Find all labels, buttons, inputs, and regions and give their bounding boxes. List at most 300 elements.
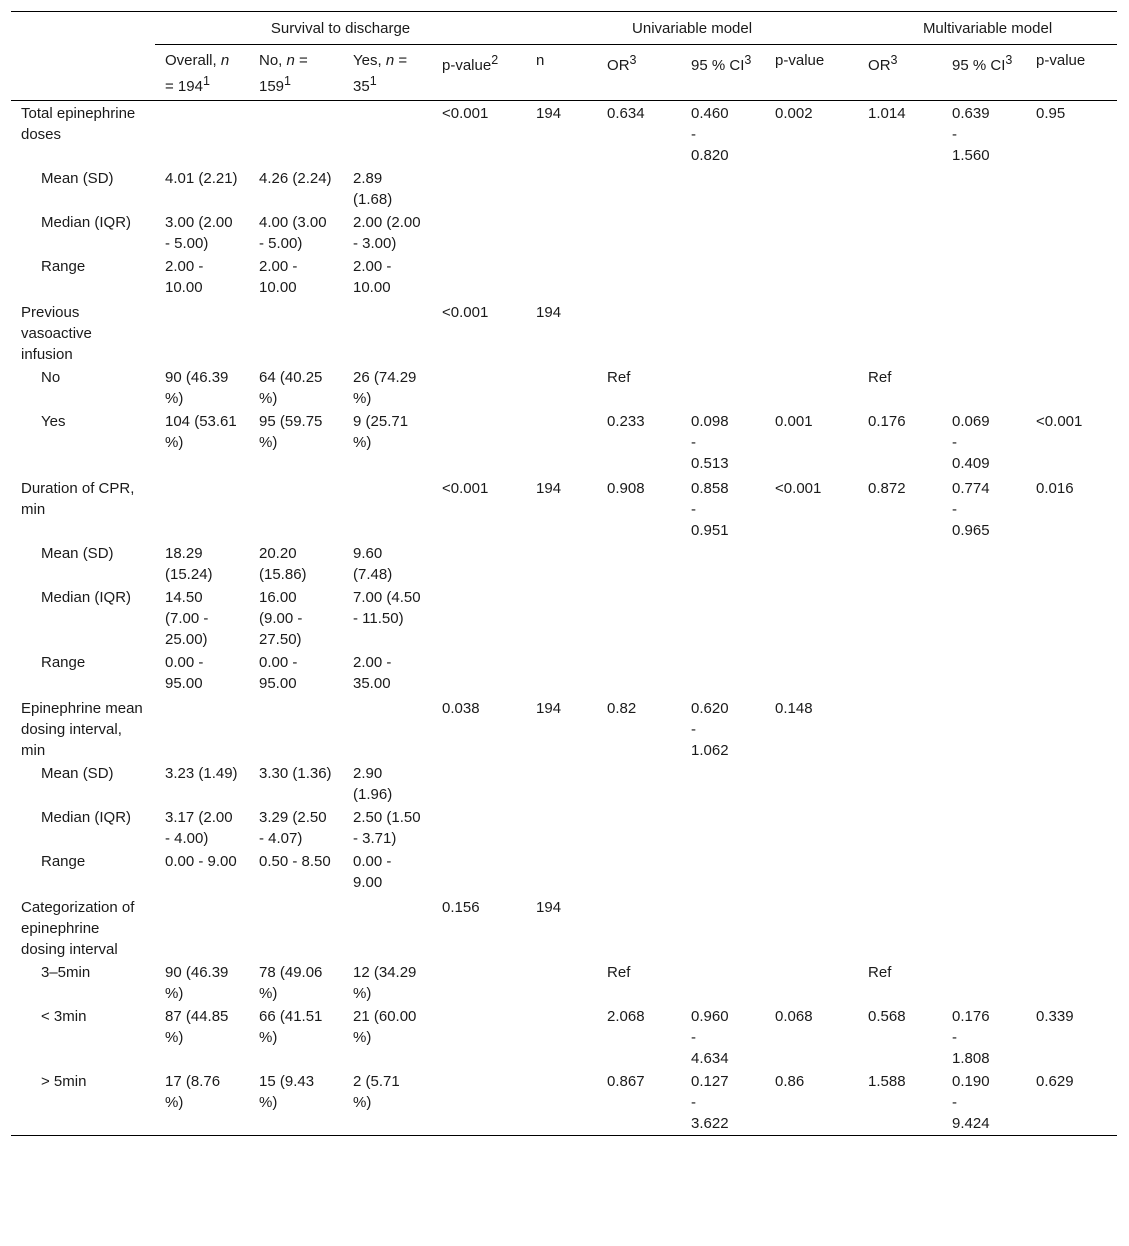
cell-yes: 2.00 - 35.00 [353, 654, 392, 692]
cell-p [432, 806, 526, 850]
cell-p [432, 366, 526, 410]
cell-p [432, 961, 526, 1005]
ci-part: 0.069 [952, 413, 990, 430]
cell-overall: 17 (8.76 %) [165, 1073, 221, 1111]
cell-overall: 87 (44.85 %) [165, 1008, 229, 1046]
header-group-multivariable: Multivariable model [858, 12, 1117, 45]
cell-ci-u [681, 542, 765, 586]
cell-or-u [597, 850, 681, 894]
cell-n [526, 167, 597, 211]
row-label: Yes [41, 413, 66, 430]
cell-or-u [597, 651, 681, 695]
table-row [11, 101, 1117, 168]
header-group-row [11, 12, 1117, 45]
row-label: Mean (SD) [41, 765, 114, 782]
cell-n [526, 651, 597, 695]
row-label: Mean (SD) [41, 545, 114, 562]
cell-or-u [597, 167, 681, 211]
ci-part: 0.820 [691, 147, 729, 164]
header-yes: Yes, $n = 35^1$ [343, 45, 432, 101]
cell-ci-u [681, 299, 765, 366]
cell-or-m [858, 586, 942, 651]
cell-or-u [597, 806, 681, 850]
cell-or-u: Ref [607, 369, 631, 386]
cell-n [526, 961, 597, 1005]
cell-or-m [858, 211, 942, 255]
table-row [11, 850, 1117, 894]
cell-ci-m [942, 299, 1026, 366]
cell-or-m [858, 542, 942, 586]
cell-p-m [1026, 586, 1117, 651]
row-label: Median (IQR) [41, 589, 132, 606]
cell-ci-m [942, 695, 1026, 762]
table-row [11, 806, 1117, 850]
ci-part: 0.513 [691, 455, 729, 472]
cell-or-m [858, 299, 942, 366]
cell-p-u [765, 255, 858, 299]
cell-ci-u [681, 806, 765, 850]
cell-ci-u [681, 762, 765, 806]
cell-overall: 2.00 - 10.00 [165, 258, 204, 296]
cell-n: 194 [536, 700, 562, 717]
cell-yes [343, 101, 432, 168]
cell-p-u: 0.001 [775, 413, 813, 430]
cell-p-m: 0.629 [1036, 1073, 1074, 1090]
cell-yes: 2 (5.71 %) [353, 1073, 400, 1111]
cell-p-m [1026, 961, 1117, 1005]
cell-or-u: Ref [607, 964, 631, 981]
cell-or-u [597, 894, 681, 961]
cell-p [432, 651, 526, 695]
cell-n: 194 [536, 105, 562, 122]
cell-p-m [1026, 806, 1117, 850]
cell-ci-u [681, 961, 765, 1005]
cell-p-u [765, 850, 858, 894]
cell-no: 64 (40.25 %) [259, 369, 323, 407]
cell-n [526, 586, 597, 651]
cell-overall [155, 101, 249, 168]
cell-p-u [765, 894, 858, 961]
cell-or-u [597, 542, 681, 586]
cell-or-m [858, 167, 942, 211]
row-label: No [41, 369, 61, 386]
cell-overall [155, 475, 249, 542]
header-column-row [11, 45, 1117, 101]
cell-no [249, 695, 343, 762]
cell-n: 194 [536, 899, 562, 916]
table-row [11, 651, 1117, 695]
row-label: Mean (SD) [41, 170, 114, 187]
ci-part: - [952, 434, 958, 451]
cell-p-m [1026, 542, 1117, 586]
cell-p: <0.001 [442, 304, 489, 321]
cell-p-u: 0.148 [775, 700, 813, 717]
row-label: > 5min [41, 1073, 87, 1090]
cell-p [432, 542, 526, 586]
row-label: 3–5min [41, 964, 91, 981]
cell-p-m [1026, 894, 1117, 961]
cell-ci-m [942, 475, 1026, 542]
ci-part: 0.960 [691, 1008, 729, 1025]
cell-no: 15 (9.43 %) [259, 1073, 315, 1111]
cell-overall: 0.00 - 9.00 [165, 853, 237, 870]
cell-p [432, 762, 526, 806]
cell-p-u: 0.86 [775, 1073, 805, 1090]
cell-or-u: 2.068 [607, 1008, 645, 1025]
cell-overall: 104 (53.61 %) [165, 413, 237, 451]
row-label: Median (IQR) [41, 809, 132, 826]
cell-no: 2.00 - 10.00 [259, 258, 298, 296]
cell-ci-u [681, 101, 765, 168]
cell-ci-m [942, 586, 1026, 651]
cell-yes: 2.00 - 10.00 [353, 258, 392, 296]
cell-yes: 2.00 (2.00 - 3.00) [353, 214, 421, 252]
cell-p-m [1026, 695, 1117, 762]
cell-ci-u [681, 410, 765, 475]
cell-or-m [858, 894, 942, 961]
cell-p-u [765, 167, 858, 211]
cell-p-u [765, 961, 858, 1005]
cell-overall: 0.00 - 95.00 [165, 654, 204, 692]
cell-p-u: 0.068 [775, 1008, 813, 1025]
header-label-col [11, 45, 155, 101]
cell-ci-u [681, 211, 765, 255]
cell-overall [155, 695, 249, 762]
cell-no: 95 (59.75 %) [259, 413, 323, 451]
table-body [11, 101, 1117, 1136]
cell-overall: 90 (46.39 %) [165, 964, 229, 1002]
row-label: Range [41, 654, 86, 671]
cell-n [526, 1005, 597, 1070]
cell-or-u [597, 299, 681, 366]
cell-p-u: 0.002 [775, 105, 813, 122]
header-n: n [526, 45, 597, 101]
cell-p: <0.001 [442, 105, 489, 122]
header-group-univariable: Univariable model [526, 12, 858, 45]
cell-ci-m [942, 806, 1026, 850]
cell-p-u [765, 211, 858, 255]
cell-ci-m [942, 961, 1026, 1005]
cell-n [526, 211, 597, 255]
table-row [11, 695, 1117, 762]
cell-no [249, 299, 343, 366]
ci-part: - [691, 434, 697, 451]
ci-part: - [691, 721, 697, 738]
cell-n: 194 [536, 480, 562, 497]
cell-ci-u [681, 475, 765, 542]
cell-no: 20.20 (15.86) [259, 545, 307, 583]
cell-overall: 3.17 (2.00 - 4.00) [165, 809, 233, 847]
cell-or-m [858, 651, 942, 695]
cell-p: <0.001 [442, 480, 489, 497]
cell-or-m: 1.014 [868, 105, 906, 122]
cell-ci-m [942, 366, 1026, 410]
header-or-uni: $OR^3$ [597, 45, 681, 101]
cell-no: 0.50 - 8.50 [259, 853, 331, 870]
cell-ci-m [942, 255, 1026, 299]
header-pvalue: p-value$^2$ [432, 45, 526, 101]
cell-no [249, 101, 343, 168]
ci-part: - [952, 1029, 958, 1046]
table-row [11, 894, 1117, 961]
cell-ci-u [681, 651, 765, 695]
cell-ci-m [942, 850, 1026, 894]
cell-or-u [597, 211, 681, 255]
row-label: Duration of CPR, min [21, 480, 135, 518]
cell-ci-m [942, 101, 1026, 168]
ci-part: 0.620 [691, 700, 729, 717]
cell-yes: 26 (74.29 %) [353, 369, 417, 407]
cell-p-m [1026, 762, 1117, 806]
cell-p [432, 167, 526, 211]
cell-yes: 2.89 (1.68) [353, 170, 393, 208]
cell-or-m [858, 695, 942, 762]
cell-yes: 0.00 - 9.00 [353, 853, 392, 891]
cell-ci-u [681, 586, 765, 651]
cell-p [432, 850, 526, 894]
header-ci-uni: 95 % $CI^3$ [681, 45, 765, 101]
cell-ci-u [681, 366, 765, 410]
row-label: Epinephrine mean dosing interval, min [21, 700, 143, 759]
cell-n [526, 366, 597, 410]
cell-no: 3.30 (1.36) [259, 765, 332, 782]
cell-p [432, 211, 526, 255]
cell-no: 3.29 (2.50 - 4.07) [259, 809, 327, 847]
cell-or-u [597, 255, 681, 299]
cell-n: 194 [536, 304, 562, 321]
cell-no: 16.00 (9.00 - 27.50) [259, 589, 303, 648]
cell-yes: 9 (25.71 %) [353, 413, 409, 451]
cell-ci-m [942, 1070, 1026, 1136]
row-label: Range [41, 853, 86, 870]
cell-overall: 18.29 (15.24) [165, 545, 213, 583]
cell-n [526, 542, 597, 586]
cell-ci-u [681, 894, 765, 961]
cell-p-m [1026, 211, 1117, 255]
cell-overall: 90 (46.39 %) [165, 369, 229, 407]
cell-overall [155, 299, 249, 366]
cell-overall [155, 894, 249, 961]
ci-part: - [952, 126, 958, 143]
row-label: Range [41, 258, 86, 275]
ci-part: - [691, 1094, 697, 1111]
cell-or-u: 0.908 [607, 480, 645, 497]
cell-ci-m [942, 410, 1026, 475]
cell-yes: 9.60 (7.48) [353, 545, 393, 583]
ci-part: 0.965 [952, 522, 990, 539]
cell-no: 0.00 - 95.00 [259, 654, 298, 692]
cell-ci-u [681, 1070, 765, 1136]
cell-or-u: 0.82 [607, 700, 637, 717]
cell-yes [343, 695, 432, 762]
table-row [11, 1005, 1117, 1070]
cell-n [526, 762, 597, 806]
cell-p-m: 0.016 [1036, 480, 1074, 497]
cell-ci-u [681, 850, 765, 894]
cell-p: 0.156 [442, 899, 480, 916]
cell-ci-m [942, 542, 1026, 586]
cell-p-u [765, 651, 858, 695]
results-table [11, 11, 1117, 1136]
ci-part: 3.622 [691, 1115, 729, 1132]
cell-ci-m [942, 167, 1026, 211]
table-row [11, 762, 1117, 806]
cell-p [432, 255, 526, 299]
header-empty [11, 12, 155, 45]
cell-or-m: Ref [868, 369, 892, 386]
cell-yes [343, 894, 432, 961]
table-row [11, 366, 1117, 410]
cell-or-u [597, 586, 681, 651]
ci-part: 0.639 [952, 105, 990, 122]
cell-no: 4.26 (2.24) [259, 170, 332, 187]
cell-or-m: Ref [868, 964, 892, 981]
cell-n [526, 806, 597, 850]
ci-part: 0.774 [952, 480, 990, 497]
cell-p-m [1026, 299, 1117, 366]
ci-part: 0.858 [691, 480, 729, 497]
cell-or-m [858, 806, 942, 850]
ci-part: 9.424 [952, 1115, 990, 1132]
cell-or-u [597, 762, 681, 806]
header-p-multi: p-value [1026, 45, 1117, 101]
cell-ci-m [942, 762, 1026, 806]
cell-no: 66 (41.51 %) [259, 1008, 323, 1046]
cell-p-m [1026, 651, 1117, 695]
cell-or-m: 0.176 [868, 413, 906, 430]
ci-part: - [952, 501, 958, 518]
cell-p [432, 1005, 526, 1070]
header-ci-multi: 95 % $CI^3$ [942, 45, 1026, 101]
row-label: Median (IQR) [41, 214, 132, 231]
cell-p-u: <0.001 [775, 480, 822, 497]
cell-p-u [765, 806, 858, 850]
cell-no [249, 894, 343, 961]
row-label: Categorization of epinephrine dosing interval [21, 899, 135, 958]
cell-ci-m [942, 651, 1026, 695]
table-row [11, 167, 1117, 211]
cell-yes: 12 (34.29 %) [353, 964, 417, 1002]
cell-yes [343, 475, 432, 542]
cell-p-m [1026, 850, 1117, 894]
cell-ci-u [681, 695, 765, 762]
table-row [11, 542, 1117, 586]
cell-ci-u [681, 167, 765, 211]
ci-part: 1.062 [691, 742, 729, 759]
cell-p-m: 0.95 [1036, 105, 1066, 122]
cell-p-m [1026, 255, 1117, 299]
table-row [11, 475, 1117, 542]
header-group-survival: Survival to discharge [155, 12, 526, 45]
cell-or-u: 0.634 [607, 105, 645, 122]
cell-yes [343, 299, 432, 366]
cell-ci-m [942, 1005, 1026, 1070]
table-row [11, 255, 1117, 299]
header-p-uni: p-value [765, 45, 858, 101]
cell-n [526, 255, 597, 299]
header-overall: Overall, $n = 194^1$ [155, 45, 249, 101]
table-row [11, 410, 1117, 475]
cell-or-u: 0.867 [607, 1073, 645, 1090]
row-label: Total epinephrine doses [21, 105, 136, 143]
cell-or-m: 0.568 [868, 1008, 906, 1025]
cell-overall: 3.00 (2.00 - 5.00) [165, 214, 233, 252]
cell-no [249, 475, 343, 542]
cell-or-m [858, 762, 942, 806]
cell-p-u [765, 299, 858, 366]
table-row [11, 1070, 1117, 1136]
ci-part: 0.127 [691, 1073, 729, 1090]
cell-n [526, 410, 597, 475]
cell-p: 0.038 [442, 700, 480, 717]
cell-n [526, 1070, 597, 1136]
row-label: Previous vasoactive infusion [21, 304, 92, 363]
cell-ci-m [942, 211, 1026, 255]
cell-yes: 2.50 (1.50 - 3.71) [353, 809, 421, 847]
cell-p-m [1026, 167, 1117, 211]
cell-p-u [765, 366, 858, 410]
cell-overall: 4.01 (2.21) [165, 170, 238, 187]
table-row [11, 299, 1117, 366]
cell-or-m [858, 850, 942, 894]
cell-p-u [765, 762, 858, 806]
row-label: < 3min [41, 1008, 87, 1025]
cell-yes: 21 (60.00 %) [353, 1008, 417, 1046]
ci-part: 0.190 [952, 1073, 990, 1090]
ci-part: 0.409 [952, 455, 990, 472]
cell-p [432, 1070, 526, 1136]
table-row [11, 211, 1117, 255]
cell-or-u: 0.233 [607, 413, 645, 430]
ci-part: 0.951 [691, 522, 729, 539]
ci-part: - [952, 1094, 958, 1111]
ci-part: - [691, 1029, 697, 1046]
cell-overall: 3.23 (1.49) [165, 765, 238, 782]
cell-n [526, 850, 597, 894]
cell-p-m: 0.339 [1036, 1008, 1074, 1025]
cell-p-u [765, 542, 858, 586]
cell-p-m [1026, 366, 1117, 410]
cell-or-m: 0.872 [868, 480, 906, 497]
cell-p [432, 586, 526, 651]
ci-part: 4.634 [691, 1050, 729, 1067]
ci-part: 1.808 [952, 1050, 990, 1067]
cell-or-m [858, 255, 942, 299]
header-no: No, $n = 159^1$ [249, 45, 343, 101]
ci-part: 1.560 [952, 147, 990, 164]
ci-part: - [691, 126, 697, 143]
cell-ci-u [681, 255, 765, 299]
cell-ci-m [942, 894, 1026, 961]
cell-or-m: 1.588 [868, 1073, 906, 1090]
ci-part: 0.098 [691, 413, 729, 430]
cell-p-m: <0.001 [1036, 413, 1083, 430]
cell-yes: 2.90 (1.96) [353, 765, 393, 803]
table-row [11, 586, 1117, 651]
cell-overall: 14.50 (7.00 - 25.00) [165, 589, 209, 648]
cell-ci-u [681, 1005, 765, 1070]
ci-part: - [691, 501, 697, 518]
cell-no: 78 (49.06 %) [259, 964, 323, 1002]
cell-no: 4.00 (3.00 - 5.00) [259, 214, 327, 252]
ci-part: 0.460 [691, 105, 729, 122]
cell-yes: 7.00 (4.50 - 11.50) [353, 589, 421, 627]
cell-p [432, 410, 526, 475]
cell-p-u [765, 586, 858, 651]
header-or-multi: $OR^3$ [858, 45, 942, 101]
ci-part: 0.176 [952, 1008, 990, 1025]
table-row [11, 961, 1117, 1005]
